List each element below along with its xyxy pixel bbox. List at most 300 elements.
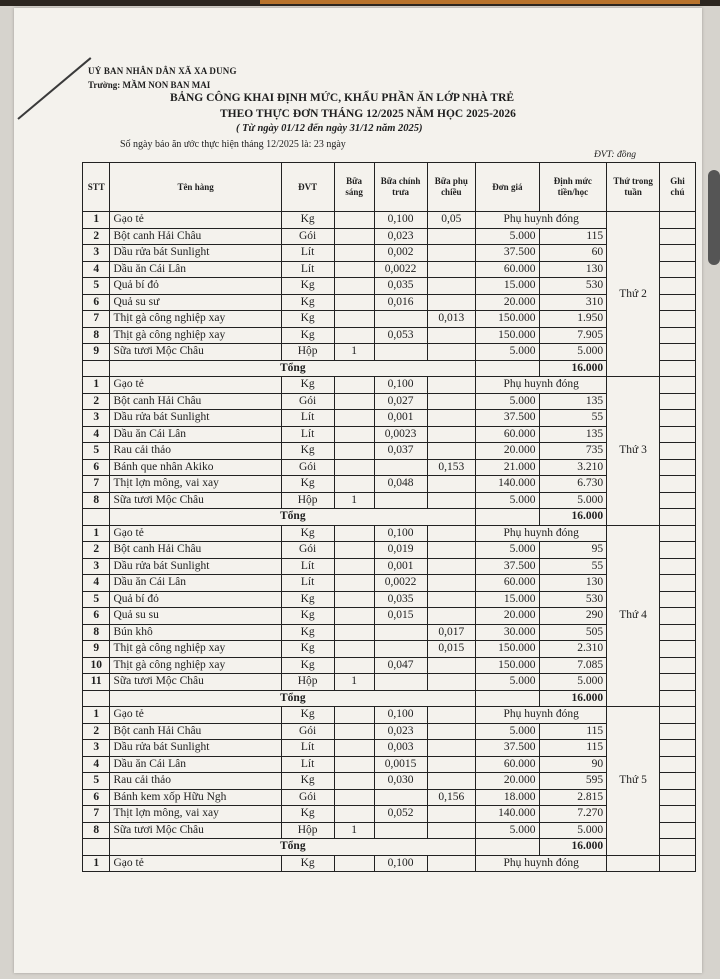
table-row bbox=[83, 426, 696, 443]
breakfast-qty bbox=[334, 789, 374, 806]
lunch-qty: 0,003 bbox=[374, 740, 427, 757]
table-row bbox=[83, 641, 696, 658]
item-name: Bột canh Hải Châu bbox=[110, 723, 281, 740]
row-number: 1 bbox=[83, 855, 110, 872]
lunch-qty: 0,001 bbox=[374, 558, 427, 575]
snack-qty bbox=[427, 542, 476, 559]
amount-per-child: 90 bbox=[539, 756, 607, 773]
table-row bbox=[83, 624, 696, 641]
amount-per-child: 7.270 bbox=[539, 806, 607, 823]
empty-cell bbox=[476, 690, 539, 707]
item-unit: Kg bbox=[281, 806, 334, 823]
snack-qty bbox=[427, 740, 476, 757]
table-row bbox=[83, 393, 696, 410]
school-name: Trường: MẦM NON BAN MAI bbox=[88, 80, 211, 90]
item-name: Quả bí đỏ bbox=[110, 591, 281, 608]
unit-price: 60.000 bbox=[476, 575, 539, 592]
item-unit: Kg bbox=[281, 212, 334, 229]
amount-per-child: 115 bbox=[539, 228, 607, 245]
row-number: 1 bbox=[83, 377, 110, 394]
lunch-qty: 0,0022 bbox=[374, 575, 427, 592]
item-name: Quả su sư bbox=[110, 294, 281, 311]
amount-per-child: 7.905 bbox=[539, 327, 607, 344]
amount-per-child: 530 bbox=[539, 591, 607, 608]
total-row bbox=[83, 690, 696, 707]
unit-price: 20.000 bbox=[476, 773, 539, 790]
amount-per-child: 595 bbox=[539, 773, 607, 790]
row-number: 10 bbox=[83, 657, 110, 674]
unit-price: 140.000 bbox=[476, 476, 539, 493]
row-number: 9 bbox=[83, 641, 110, 658]
note-cell bbox=[660, 756, 696, 773]
snack-qty: 0,156 bbox=[427, 789, 476, 806]
item-unit: Kg bbox=[281, 327, 334, 344]
total-row bbox=[83, 509, 696, 526]
breakfast-qty bbox=[334, 740, 374, 757]
amount-per-child: 1.950 bbox=[539, 311, 607, 328]
column-header: ĐVT bbox=[281, 163, 334, 212]
lunch-qty: 0,100 bbox=[374, 212, 427, 229]
lunch-qty bbox=[374, 459, 427, 476]
amount-per-child: 310 bbox=[539, 294, 607, 311]
item-unit: Lít bbox=[281, 756, 334, 773]
item-unit: Gói bbox=[281, 393, 334, 410]
item-name: Rau cải thảo bbox=[110, 773, 281, 790]
row-number: 6 bbox=[83, 459, 110, 476]
row-number: 2 bbox=[83, 542, 110, 559]
snack-qty: 0,153 bbox=[427, 459, 476, 476]
item-unit: Lít bbox=[281, 261, 334, 278]
unit-price: 150.000 bbox=[476, 657, 539, 674]
note-cell bbox=[660, 327, 696, 344]
amount-per-child: 2.815 bbox=[539, 789, 607, 806]
table-header-row bbox=[83, 163, 696, 212]
item-name: Bột canh Hải Châu bbox=[110, 393, 281, 410]
item-unit: Lít bbox=[281, 575, 334, 592]
item-unit: Lít bbox=[281, 558, 334, 575]
item-name: Thịt gà công nghiệp xay bbox=[110, 657, 281, 674]
table-row bbox=[83, 344, 696, 361]
unit-price: 37.500 bbox=[476, 410, 539, 427]
item-unit: Kg bbox=[281, 608, 334, 625]
snack-qty bbox=[427, 657, 476, 674]
note-cell bbox=[660, 492, 696, 509]
lunch-qty: 0,053 bbox=[374, 327, 427, 344]
lunch-qty: 0,035 bbox=[374, 591, 427, 608]
empty-cell bbox=[83, 839, 110, 856]
note-cell bbox=[660, 344, 696, 361]
item-name: Gạo tẻ bbox=[110, 855, 281, 872]
snack-qty bbox=[427, 476, 476, 493]
unit-price: 37.500 bbox=[476, 245, 539, 262]
item-name: Bột canh Hải Châu bbox=[110, 228, 281, 245]
item-unit: Kg bbox=[281, 278, 334, 295]
total-row bbox=[83, 839, 696, 856]
amount-per-child: 5.000 bbox=[539, 344, 607, 361]
snack-qty: 0,017 bbox=[427, 624, 476, 641]
item-name: Sữa tươi Mộc Châu bbox=[110, 344, 281, 361]
item-unit: Gói bbox=[281, 459, 334, 476]
unit-price: 5.000 bbox=[476, 674, 539, 691]
total-row bbox=[83, 360, 696, 377]
unit-price: 20.000 bbox=[476, 294, 539, 311]
row-number: 4 bbox=[83, 756, 110, 773]
note-cell bbox=[660, 525, 696, 542]
lunch-qty bbox=[374, 492, 427, 509]
top-accent-strip bbox=[260, 0, 700, 4]
item-name: Bột canh Hải Châu bbox=[110, 542, 281, 559]
breakfast-qty bbox=[334, 756, 374, 773]
unit-price: 15.000 bbox=[476, 591, 539, 608]
amount-per-child: 135 bbox=[539, 393, 607, 410]
table-row bbox=[83, 492, 696, 509]
lunch-qty: 0,023 bbox=[374, 723, 427, 740]
parent-pays-note: Phụ huynh đóng bbox=[476, 525, 607, 542]
item-unit: Gói bbox=[281, 789, 334, 806]
total-amount: 16.000 bbox=[539, 690, 607, 707]
document-title: BẢNG CÔNG KHAI ĐỊNH MỨC, KHẨU PHẦN ĂN LỚP NHÀ TRẺ bbox=[170, 92, 515, 104]
amount-per-child: 505 bbox=[539, 624, 607, 641]
note-cell bbox=[660, 542, 696, 559]
total-amount: 16.000 bbox=[539, 839, 607, 856]
item-name: Sữa tươi Mộc Châu bbox=[110, 822, 281, 839]
table-row bbox=[83, 410, 696, 427]
lunch-qty bbox=[374, 822, 427, 839]
breakfast-qty: 1 bbox=[334, 344, 374, 361]
item-unit: Lít bbox=[281, 410, 334, 427]
breakfast-qty bbox=[334, 377, 374, 394]
amount-per-child: 55 bbox=[539, 410, 607, 427]
snack-qty: 0,015 bbox=[427, 641, 476, 658]
table-body bbox=[83, 212, 696, 872]
breakfast-qty bbox=[334, 459, 374, 476]
item-unit: Gói bbox=[281, 542, 334, 559]
item-unit: Kg bbox=[281, 294, 334, 311]
item-name: Rau cải thảo bbox=[110, 443, 281, 460]
note-cell bbox=[660, 410, 696, 427]
amount-per-child: 5.000 bbox=[539, 822, 607, 839]
table-row bbox=[83, 459, 696, 476]
total-label: Tổng bbox=[110, 509, 476, 526]
item-unit: Lít bbox=[281, 245, 334, 262]
item-unit: Hộp bbox=[281, 822, 334, 839]
date-range: ( Từ ngày 01/12 đến ngày 31/12 năm 2025) bbox=[236, 123, 423, 134]
item-name: Dầu rửa bát Sunlight bbox=[110, 740, 281, 757]
total-amount: 16.000 bbox=[539, 509, 607, 526]
lunch-qty: 0,037 bbox=[374, 443, 427, 460]
snack-qty bbox=[427, 773, 476, 790]
lunch-qty: 0,100 bbox=[374, 377, 427, 394]
item-unit: Kg bbox=[281, 311, 334, 328]
item-name: Sữa tươi Mộc Châu bbox=[110, 674, 281, 691]
column-header: Ghi chú bbox=[660, 163, 696, 212]
row-number: 5 bbox=[83, 591, 110, 608]
total-label: Tổng bbox=[110, 839, 476, 856]
item-unit: Lít bbox=[281, 740, 334, 757]
currency-unit-note: ĐVT: đồng bbox=[594, 150, 636, 160]
item-name: Thịt lợn mông, vai xay bbox=[110, 476, 281, 493]
snack-qty bbox=[427, 591, 476, 608]
parent-pays-note: Phụ huynh đóng bbox=[476, 855, 607, 872]
breakfast-qty bbox=[334, 591, 374, 608]
item-name: Dầu ăn Cái Lân bbox=[110, 756, 281, 773]
lunch-qty: 0,027 bbox=[374, 393, 427, 410]
breakfast-qty bbox=[334, 608, 374, 625]
note-cell bbox=[660, 822, 696, 839]
column-header: STT bbox=[83, 163, 110, 212]
item-unit: Kg bbox=[281, 773, 334, 790]
item-unit: Gói bbox=[281, 723, 334, 740]
snack-qty bbox=[427, 608, 476, 625]
item-name: Dầu rửa bát Sunlight bbox=[110, 558, 281, 575]
breakfast-qty bbox=[334, 278, 374, 295]
amount-per-child: 115 bbox=[539, 740, 607, 757]
snack-qty bbox=[427, 674, 476, 691]
column-header: Bữa phụ chiều bbox=[427, 163, 476, 212]
breakfast-qty bbox=[334, 426, 374, 443]
lunch-qty: 0,047 bbox=[374, 657, 427, 674]
meal-days-note: Số ngày báo ăn ước thực hiện tháng 12/2025 là: 23 ngày bbox=[120, 139, 346, 150]
item-name: Quả bí đỏ bbox=[110, 278, 281, 295]
snack-qty bbox=[427, 443, 476, 460]
note-cell bbox=[660, 839, 696, 856]
scrollbar-thumb[interactable] bbox=[708, 170, 720, 265]
item-name: Gạo tẻ bbox=[110, 525, 281, 542]
breakfast-qty bbox=[334, 228, 374, 245]
row-number: 3 bbox=[83, 740, 110, 757]
breakfast-qty bbox=[334, 624, 374, 641]
item-unit: Hộp bbox=[281, 344, 334, 361]
unit-price: 5.000 bbox=[476, 344, 539, 361]
table-row bbox=[83, 443, 696, 460]
unit-price: 37.500 bbox=[476, 558, 539, 575]
table-row bbox=[83, 212, 696, 229]
breakfast-qty bbox=[334, 641, 374, 658]
table-row bbox=[83, 855, 696, 872]
table-row bbox=[83, 278, 696, 295]
lunch-qty: 0,035 bbox=[374, 278, 427, 295]
unit-price: 5.000 bbox=[476, 492, 539, 509]
parent-pays-note: Phụ huynh đóng bbox=[476, 212, 607, 229]
amount-per-child: 5.000 bbox=[539, 492, 607, 509]
lunch-qty: 0,0015 bbox=[374, 756, 427, 773]
weekday-label: Thứ 5 bbox=[607, 707, 660, 856]
unit-price: 60.000 bbox=[476, 426, 539, 443]
unit-price: 5.000 bbox=[476, 228, 539, 245]
breakfast-qty bbox=[334, 311, 374, 328]
item-unit: Gói bbox=[281, 228, 334, 245]
item-unit: Lít bbox=[281, 426, 334, 443]
row-number: 8 bbox=[83, 822, 110, 839]
row-number: 4 bbox=[83, 426, 110, 443]
empty-cell bbox=[83, 360, 110, 377]
empty-cell bbox=[476, 360, 539, 377]
table-row bbox=[83, 245, 696, 262]
agency-name: UỶ BAN NHÂN DÂN XÃ XA DUNG bbox=[88, 66, 237, 76]
breakfast-qty bbox=[334, 294, 374, 311]
snack-qty bbox=[427, 822, 476, 839]
amount-per-child: 130 bbox=[539, 575, 607, 592]
note-cell bbox=[660, 575, 696, 592]
row-number: 4 bbox=[83, 575, 110, 592]
breakfast-qty bbox=[334, 327, 374, 344]
note-cell bbox=[660, 773, 696, 790]
row-number: 9 bbox=[83, 344, 110, 361]
unit-price: 37.500 bbox=[476, 740, 539, 757]
lunch-qty bbox=[374, 789, 427, 806]
amount-per-child: 530 bbox=[539, 278, 607, 295]
row-number: 2 bbox=[83, 228, 110, 245]
table-row bbox=[83, 327, 696, 344]
lunch-qty: 0,019 bbox=[374, 542, 427, 559]
item-name: Dầu ăn Cái Lân bbox=[110, 261, 281, 278]
snack-qty bbox=[427, 492, 476, 509]
breakfast-qty bbox=[334, 575, 374, 592]
breakfast-qty bbox=[334, 525, 374, 542]
empty-cell bbox=[83, 690, 110, 707]
note-cell bbox=[660, 459, 696, 476]
table-row bbox=[83, 657, 696, 674]
snack-qty bbox=[427, 278, 476, 295]
empty-cell bbox=[476, 509, 539, 526]
row-number: 3 bbox=[83, 558, 110, 575]
breakfast-qty bbox=[334, 212, 374, 229]
row-number: 6 bbox=[83, 789, 110, 806]
table-row bbox=[83, 525, 696, 542]
amount-per-child: 7.085 bbox=[539, 657, 607, 674]
snack-qty bbox=[427, 558, 476, 575]
row-number: 2 bbox=[83, 723, 110, 740]
item-unit: Kg bbox=[281, 707, 334, 724]
unit-price: 21.000 bbox=[476, 459, 539, 476]
snack-qty bbox=[427, 344, 476, 361]
lunch-qty: 0,052 bbox=[374, 806, 427, 823]
item-unit: Hộp bbox=[281, 674, 334, 691]
table-row bbox=[83, 228, 696, 245]
breakfast-qty: 1 bbox=[334, 674, 374, 691]
note-cell bbox=[660, 393, 696, 410]
note-cell bbox=[660, 245, 696, 262]
window-top-edge bbox=[0, 0, 720, 6]
lunch-qty: 0,016 bbox=[374, 294, 427, 311]
row-number: 1 bbox=[83, 707, 110, 724]
amount-per-child: 115 bbox=[539, 723, 607, 740]
item-unit: Kg bbox=[281, 377, 334, 394]
item-name: Gạo tẻ bbox=[110, 707, 281, 724]
amount-per-child: 290 bbox=[539, 608, 607, 625]
lunch-qty bbox=[374, 674, 427, 691]
item-unit: Kg bbox=[281, 624, 334, 641]
unit-price: 5.000 bbox=[476, 393, 539, 410]
snack-qty bbox=[427, 245, 476, 262]
weekday-label: Thứ 2 bbox=[607, 212, 660, 377]
document-subtitle: THEO THỰC ĐƠN THÁNG 12/2025 NĂM HỌC 2025-2026 bbox=[220, 108, 516, 120]
weekday-label bbox=[607, 855, 660, 872]
breakfast-qty bbox=[334, 773, 374, 790]
table-row bbox=[83, 674, 696, 691]
snack-qty bbox=[427, 261, 476, 278]
item-name: Gạo tẻ bbox=[110, 377, 281, 394]
unit-price: 140.000 bbox=[476, 806, 539, 823]
row-number: 7 bbox=[83, 476, 110, 493]
unit-price: 20.000 bbox=[476, 443, 539, 460]
table-row bbox=[83, 806, 696, 823]
snack-qty bbox=[427, 393, 476, 410]
lunch-qty: 0,0023 bbox=[374, 426, 427, 443]
snack-qty: 0,013 bbox=[427, 311, 476, 328]
note-cell bbox=[660, 723, 696, 740]
snack-qty bbox=[427, 575, 476, 592]
row-number: 8 bbox=[83, 327, 110, 344]
amount-per-child: 95 bbox=[539, 542, 607, 559]
item-name: Bánh kem xốp Hữu Ngh bbox=[110, 789, 281, 806]
amount-per-child: 5.000 bbox=[539, 674, 607, 691]
unit-price: 20.000 bbox=[476, 608, 539, 625]
note-cell bbox=[660, 789, 696, 806]
breakfast-qty bbox=[334, 410, 374, 427]
table-row bbox=[83, 789, 696, 806]
lunch-qty bbox=[374, 344, 427, 361]
unit-price: 5.000 bbox=[476, 723, 539, 740]
lunch-qty bbox=[374, 624, 427, 641]
snack-qty bbox=[427, 410, 476, 427]
note-cell bbox=[660, 707, 696, 724]
item-unit: Kg bbox=[281, 476, 334, 493]
amount-per-child: 60 bbox=[539, 245, 607, 262]
note-cell bbox=[660, 657, 696, 674]
row-number: 11 bbox=[83, 674, 110, 691]
note-cell bbox=[660, 360, 696, 377]
breakfast-qty bbox=[334, 855, 374, 872]
row-number: 5 bbox=[83, 443, 110, 460]
item-name: Dầu rửa bát Sunlight bbox=[110, 245, 281, 262]
note-cell bbox=[660, 806, 696, 823]
snack-qty: 0,05 bbox=[427, 212, 476, 229]
lunch-qty: 0,030 bbox=[374, 773, 427, 790]
weekday-label: Thứ 3 bbox=[607, 377, 660, 526]
note-cell bbox=[660, 674, 696, 691]
note-cell bbox=[660, 311, 696, 328]
item-name: Bún khô bbox=[110, 624, 281, 641]
amount-per-child: 3.210 bbox=[539, 459, 607, 476]
empty-cell bbox=[476, 839, 539, 856]
note-cell bbox=[660, 377, 696, 394]
item-unit: Kg bbox=[281, 525, 334, 542]
lunch-qty: 0,100 bbox=[374, 525, 427, 542]
total-label: Tổng bbox=[110, 690, 476, 707]
row-number: 5 bbox=[83, 773, 110, 790]
unit-price: 18.000 bbox=[476, 789, 539, 806]
item-unit: Kg bbox=[281, 657, 334, 674]
snack-qty bbox=[427, 377, 476, 394]
snack-qty bbox=[427, 855, 476, 872]
breakfast-qty bbox=[334, 393, 374, 410]
table-row bbox=[83, 377, 696, 394]
empty-cell bbox=[83, 509, 110, 526]
lunch-qty: 0,0022 bbox=[374, 261, 427, 278]
lunch-qty: 0,100 bbox=[374, 855, 427, 872]
table-row bbox=[83, 476, 696, 493]
breakfast-qty bbox=[334, 723, 374, 740]
snack-qty bbox=[427, 723, 476, 740]
item-name: Dầu ăn Cái Lân bbox=[110, 575, 281, 592]
note-cell bbox=[660, 278, 696, 295]
snack-qty bbox=[427, 525, 476, 542]
breakfast-qty bbox=[334, 245, 374, 262]
note-cell bbox=[660, 591, 696, 608]
item-name: Sữa tươi Mộc Châu bbox=[110, 492, 281, 509]
unit-price: 60.000 bbox=[476, 261, 539, 278]
